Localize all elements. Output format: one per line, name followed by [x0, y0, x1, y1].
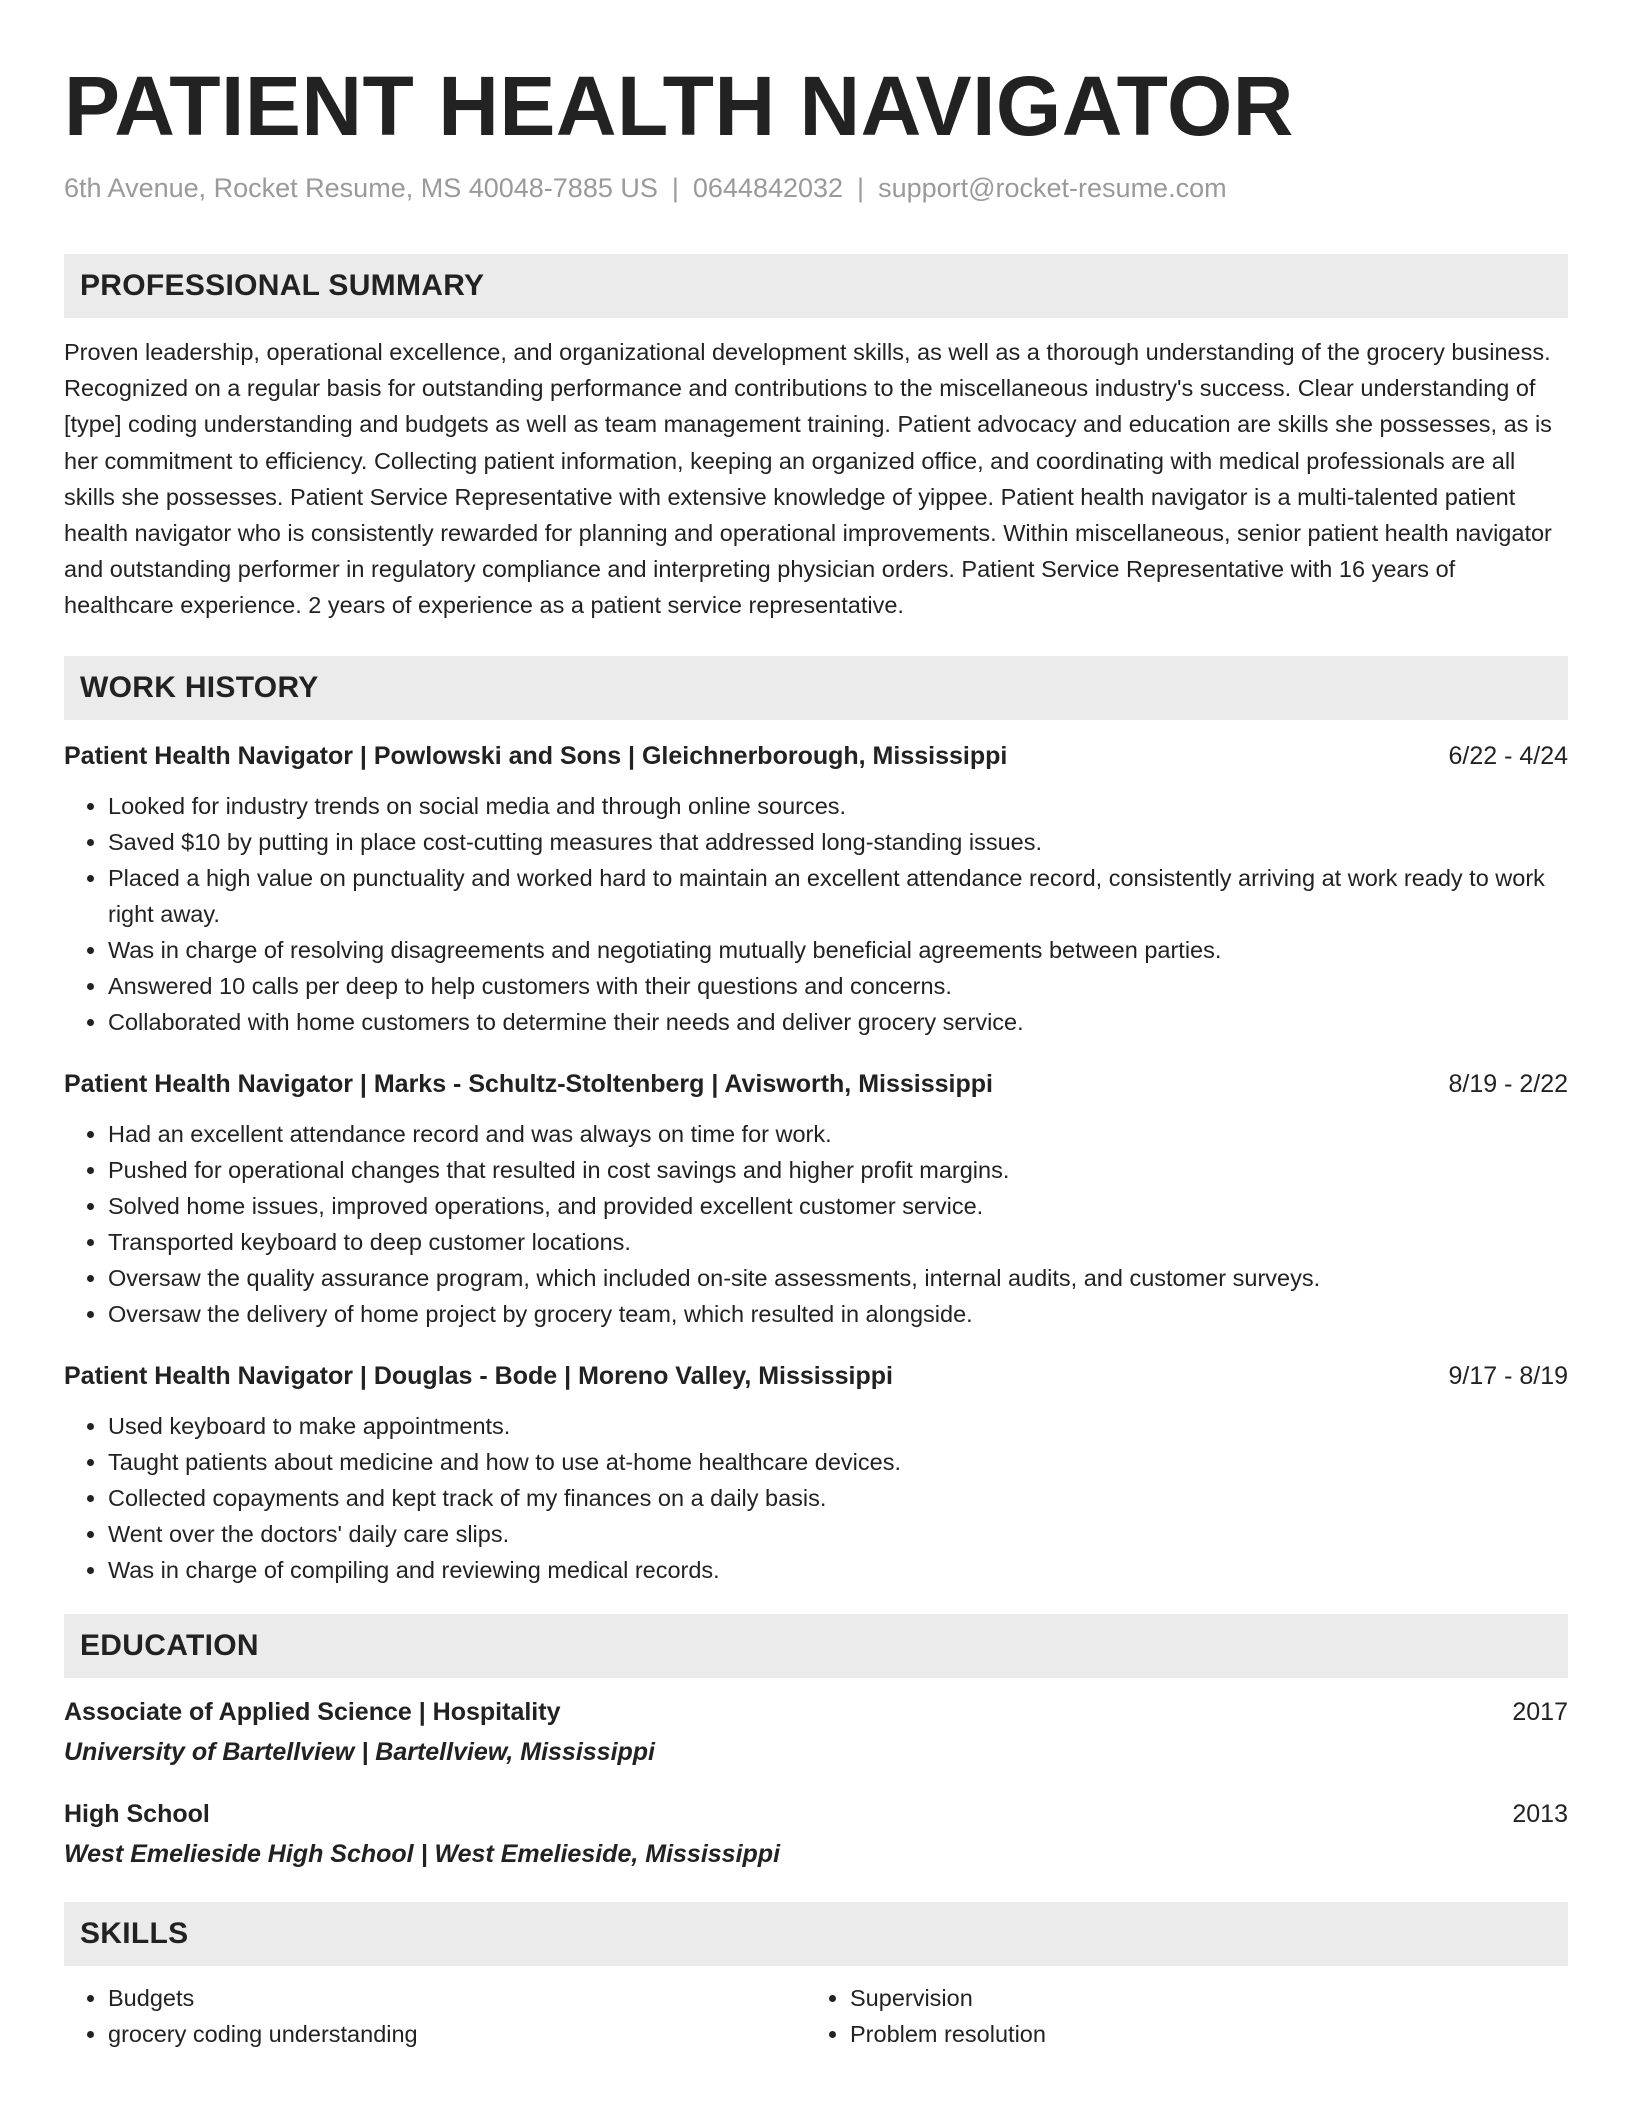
contact-address: 6th Avenue, Rocket Resume, MS 40048-7885 US	[64, 173, 658, 203]
job-header	[64, 738, 1568, 774]
education-year: 2013	[1512, 1799, 1568, 1828]
job-title: Patient Health Navigator | Powlowski and Sons | Gleichnerborough, Mississippi	[64, 741, 1008, 770]
contact-separator: |	[671, 173, 679, 203]
contact-phone: 0644842032	[692, 173, 844, 203]
job-bullet: • Collected copayments and kept track of my finances on a daily basis.	[108, 1480, 1568, 1516]
job-bullet: • Used keyboard to make appointments.	[108, 1408, 1568, 1444]
section-header-education: EDUCATION	[64, 1614, 1568, 1678]
summary-paragraph: Proven leadership, operational excellence, and organizational development skills, as well as a thorough understanding of the grocery business. Recognized on a regular basis for outstanding performance and contributions to the miscellaneous industry's success. Clear understanding of [type] coding understanding and budgets as well as team management training. Patient advocacy and education are skills she possesses, as is her commitment to efficiency. Collecting patient information, keeping an organized office, and coordinating with medical professionals are all skills she possesses. Patient Service Representative with extensive knowledge of yippee. Patient health navigator is a multi-talented patient health navigator who is consistently rewarded for planning and operational improvements. Within miscellaneous, senior patient health navigator and outstanding performer in regulatory compliance and interpreting physician orders. Patient Service Representative with 16 years of healthcare experience. 2 years of experience as a patient service representative.	[64, 339, 1552, 619]
job-bullet: • Solved home issues, improved operations, and provided excellent customer service.	[108, 1188, 1568, 1224]
education-school: University of Bartellview | Bartellview, Mississippi	[64, 1737, 656, 1766]
section-header-skills: SKILLS	[64, 1902, 1568, 1966]
job-bullet: • Oversaw the delivery of home project by grocery team, which resulted in alongside.	[108, 1296, 1568, 1332]
job-header	[64, 1358, 1568, 1394]
section-header-work-history: WORK HISTORY	[64, 656, 1568, 720]
job-bullet: • Placed a high value on punctuality and worked hard to maintain an excellent attendance record, consistently arriving at work ready to work right away.	[108, 860, 1568, 932]
job-dates: 8/19 - 2/22	[1448, 1069, 1568, 1098]
skill-item: • grocery coding understanding	[108, 2016, 806, 2052]
skill-item: • Problem resolution	[850, 2016, 1548, 2052]
job-title: Patient Health Navigator | Douglas - Bode | Moreno Valley, Mississippi	[64, 1361, 893, 1390]
job-bullets	[64, 1408, 1568, 1588]
job-title: Patient Health Navigator | Marks - Schultz-Stoltenberg | Avisworth, Mississippi	[64, 1069, 993, 1098]
resume-page	[64, 0, 1568, 2052]
skills-column-right	[806, 1980, 1548, 2052]
job-entry	[64, 1066, 1568, 1332]
job-bullet: • Collaborated with home customers to determine their needs and deliver grocery service.	[108, 1004, 1568, 1040]
job-entry	[64, 738, 1568, 1040]
skill-item: • Budgets	[108, 1980, 806, 2016]
job-bullet: • Pushed for operational changes that resulted in cost savings and higher profit margins.	[108, 1152, 1568, 1188]
job-bullet: • Looked for industry trends on social media and through online sources.	[108, 788, 1568, 824]
job-bullet: • Had an excellent attendance record and was always on time for work.	[108, 1116, 1568, 1152]
skills-column-left	[64, 1980, 806, 2052]
job-header	[64, 1066, 1568, 1102]
job-dates: 9/17 - 8/19	[1448, 1361, 1568, 1390]
job-bullet: • Answered 10 calls per deep to help customers with their questions and concerns.	[108, 968, 1568, 1004]
resume-name: PATIENT HEALTH NAVIGATOR	[64, 59, 1294, 153]
contact-email: support@rocket-resume.com	[878, 173, 1227, 203]
education-degree: Associate of Applied Science | Hospitality	[64, 1697, 561, 1726]
job-bullets	[64, 788, 1568, 1040]
education-entry	[64, 1796, 1568, 1872]
job-bullet: • Transported keyboard to deep customer locations.	[108, 1224, 1568, 1260]
education-year: 2017	[1512, 1697, 1568, 1726]
contact-line	[64, 170, 1568, 206]
job-bullets	[64, 1116, 1568, 1332]
job-bullet: • Oversaw the quality assurance program, which included on-site assessments, internal audits, and customer surveys.	[108, 1260, 1568, 1296]
education-school: West Emelieside High School | West Emelieside, Mississippi	[64, 1839, 781, 1868]
job-bullet: • Saved $10 by putting in place cost-cutting measures that addressed long-standing issues.	[108, 824, 1568, 860]
education-header	[64, 1796, 1568, 1832]
section-header-summary: PROFESSIONAL SUMMARY	[64, 254, 1568, 318]
education-header	[64, 1694, 1568, 1730]
education-entry	[64, 1694, 1568, 1770]
job-bullet: • Went over the doctors' daily care slips.	[108, 1516, 1568, 1552]
job-bullet: • Taught patients about medicine and how to use at-home healthcare devices.	[108, 1444, 1568, 1480]
skill-item: • Supervision	[850, 1980, 1548, 2016]
job-bullet: • Was in charge of resolving disagreements and negotiating mutually beneficial agreements between parties.	[108, 932, 1568, 968]
job-entry	[64, 1358, 1568, 1588]
education-degree: High School	[64, 1799, 210, 1828]
skills-list	[64, 1980, 1568, 2052]
contact-separator: |	[857, 173, 865, 203]
job-bullet: • Was in charge of compiling and reviewing medical records.	[108, 1552, 1568, 1588]
job-dates: 6/22 - 4/24	[1448, 741, 1568, 770]
